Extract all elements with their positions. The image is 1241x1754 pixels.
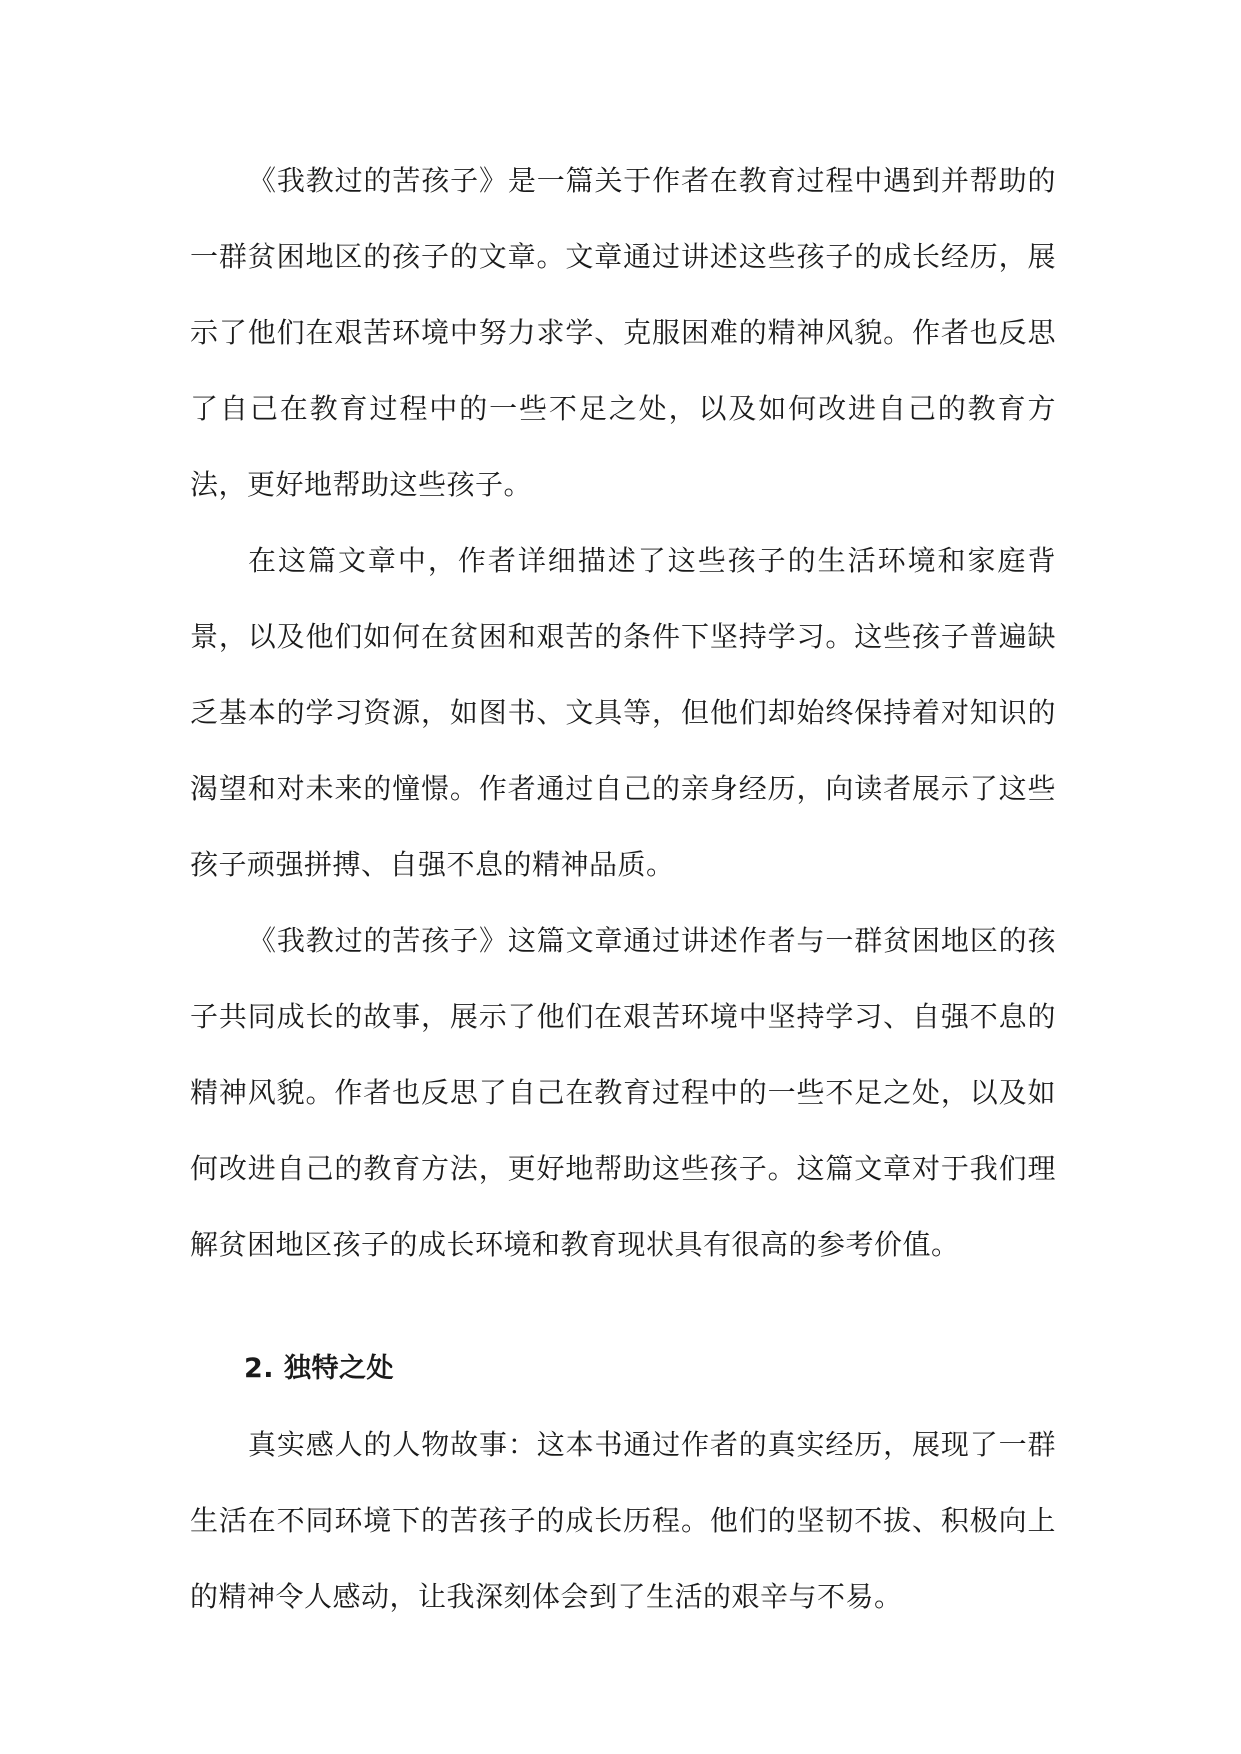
paragraph-section-1: 真实感人的人物故事：这本书通过作者的真实经历，展现了一群生活在不同环境下的苦孩子的成长历程。他们的坚韧不拔、积极向上的精神令人感动，让我深刻体会到了生活的艰辛与不易。 xyxy=(190,1428,1056,1613)
paragraph-intro-2: 在这篇文章中，作者详细描述了这些孩子的生活环境和家庭背景，以及他们如何在贫困和艰苦的条件下坚持学习。这些孩子普遍缺乏基本的学习资源，如图书、文具等，但他们却始终保持着对知识的渴望和对未来的憧憬。作者通过自己的亲身经历，向读者展示了这些孩子顽强拼搏、自强不息的精神品质。 xyxy=(190,544,1056,881)
document-body xyxy=(190,143,1056,1635)
section-heading: 2. 独特之处 xyxy=(244,1353,394,1384)
paragraph-intro-1: 《我教过的苦孩子》是一篇关于作者在教育过程中遇到并帮助的一群贫困地区的孩子的文章。文章通过讲述这些孩子的成长经历，展示了他们在艰苦环境中努力求学、克服困难的精神风貌。作者也反思了自己在教育过程中的一些不足之处，以及如何改进自己的教育方法，更好地帮助这些孩子。 xyxy=(190,164,1056,501)
paragraph-intro-3: 《我教过的苦孩子》这篇文章通过讲述作者与一群贫困地区的孩子共同成长的故事，展示了他们在艰苦环境中坚持学习、自强不息的精神风貌。作者也反思了自己在教育过程中的一些不足之处，以及如何改进自己的教育方法，更好地帮助这些孩子。这篇文章对于我们理解贫困地区孩子的成长环境和教育现状具有很高的参考价值。 xyxy=(190,924,1056,1261)
